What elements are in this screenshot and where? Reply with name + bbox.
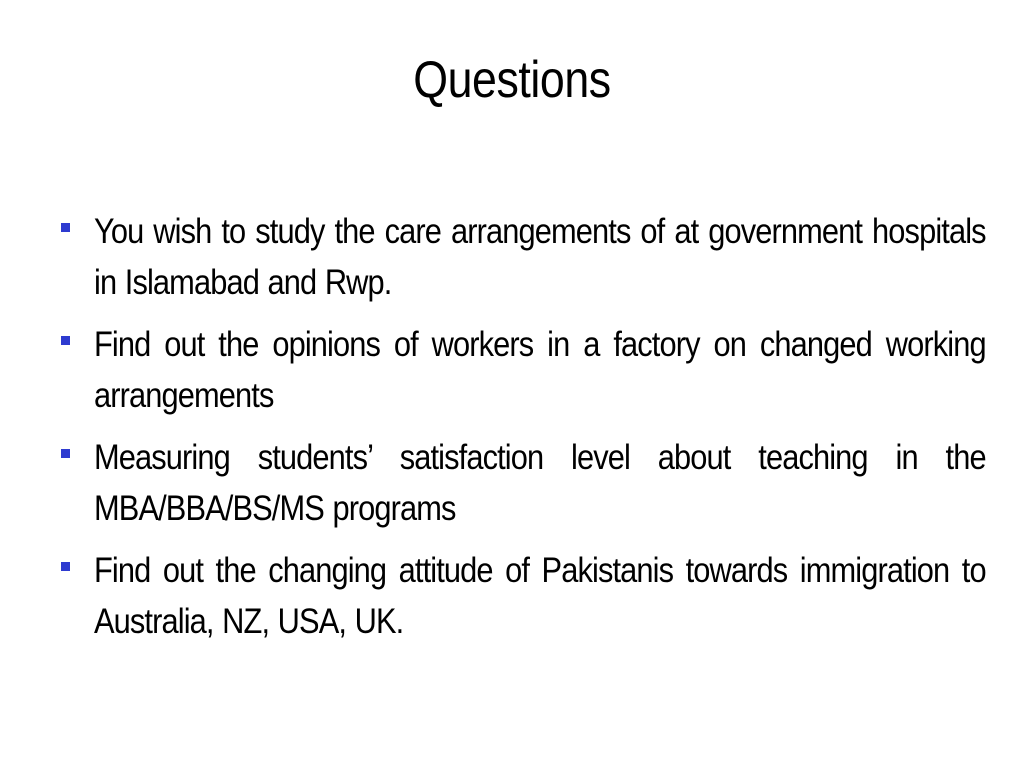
- square-bullet-icon: [56, 545, 94, 595]
- square-bullet-icon: [56, 206, 94, 256]
- bullet-text-container: [94, 432, 986, 534]
- bullet-item: [56, 319, 986, 421]
- bullet-text: You wish to study the care arrangements of at government hospitals in Islamabad and Rwp.: [94, 212, 986, 302]
- bullet-text: Find out the opinions of workers in a factory on changed working arrangements: [94, 325, 986, 415]
- bullet-item: [56, 432, 986, 534]
- bullet-text-container: [94, 206, 986, 308]
- square-bullet-icon: [56, 319, 94, 369]
- bullet-item: [56, 206, 986, 308]
- bullet-text-container: [94, 319, 986, 421]
- bullet-item: [56, 545, 986, 647]
- square-bullet-icon: [56, 432, 94, 482]
- bullet-text: Find out the changing attitude of Pakistanis towards immigration to Australia, NZ, USA, UK.: [94, 551, 986, 641]
- bullet-list: [56, 206, 986, 658]
- slide-title: Questions: [413, 51, 611, 109]
- bullet-text: Measuring students’ satisfaction level about teaching in the MBA/BBA/BS/MS programs: [94, 438, 986, 528]
- bullet-text-container: [94, 545, 986, 647]
